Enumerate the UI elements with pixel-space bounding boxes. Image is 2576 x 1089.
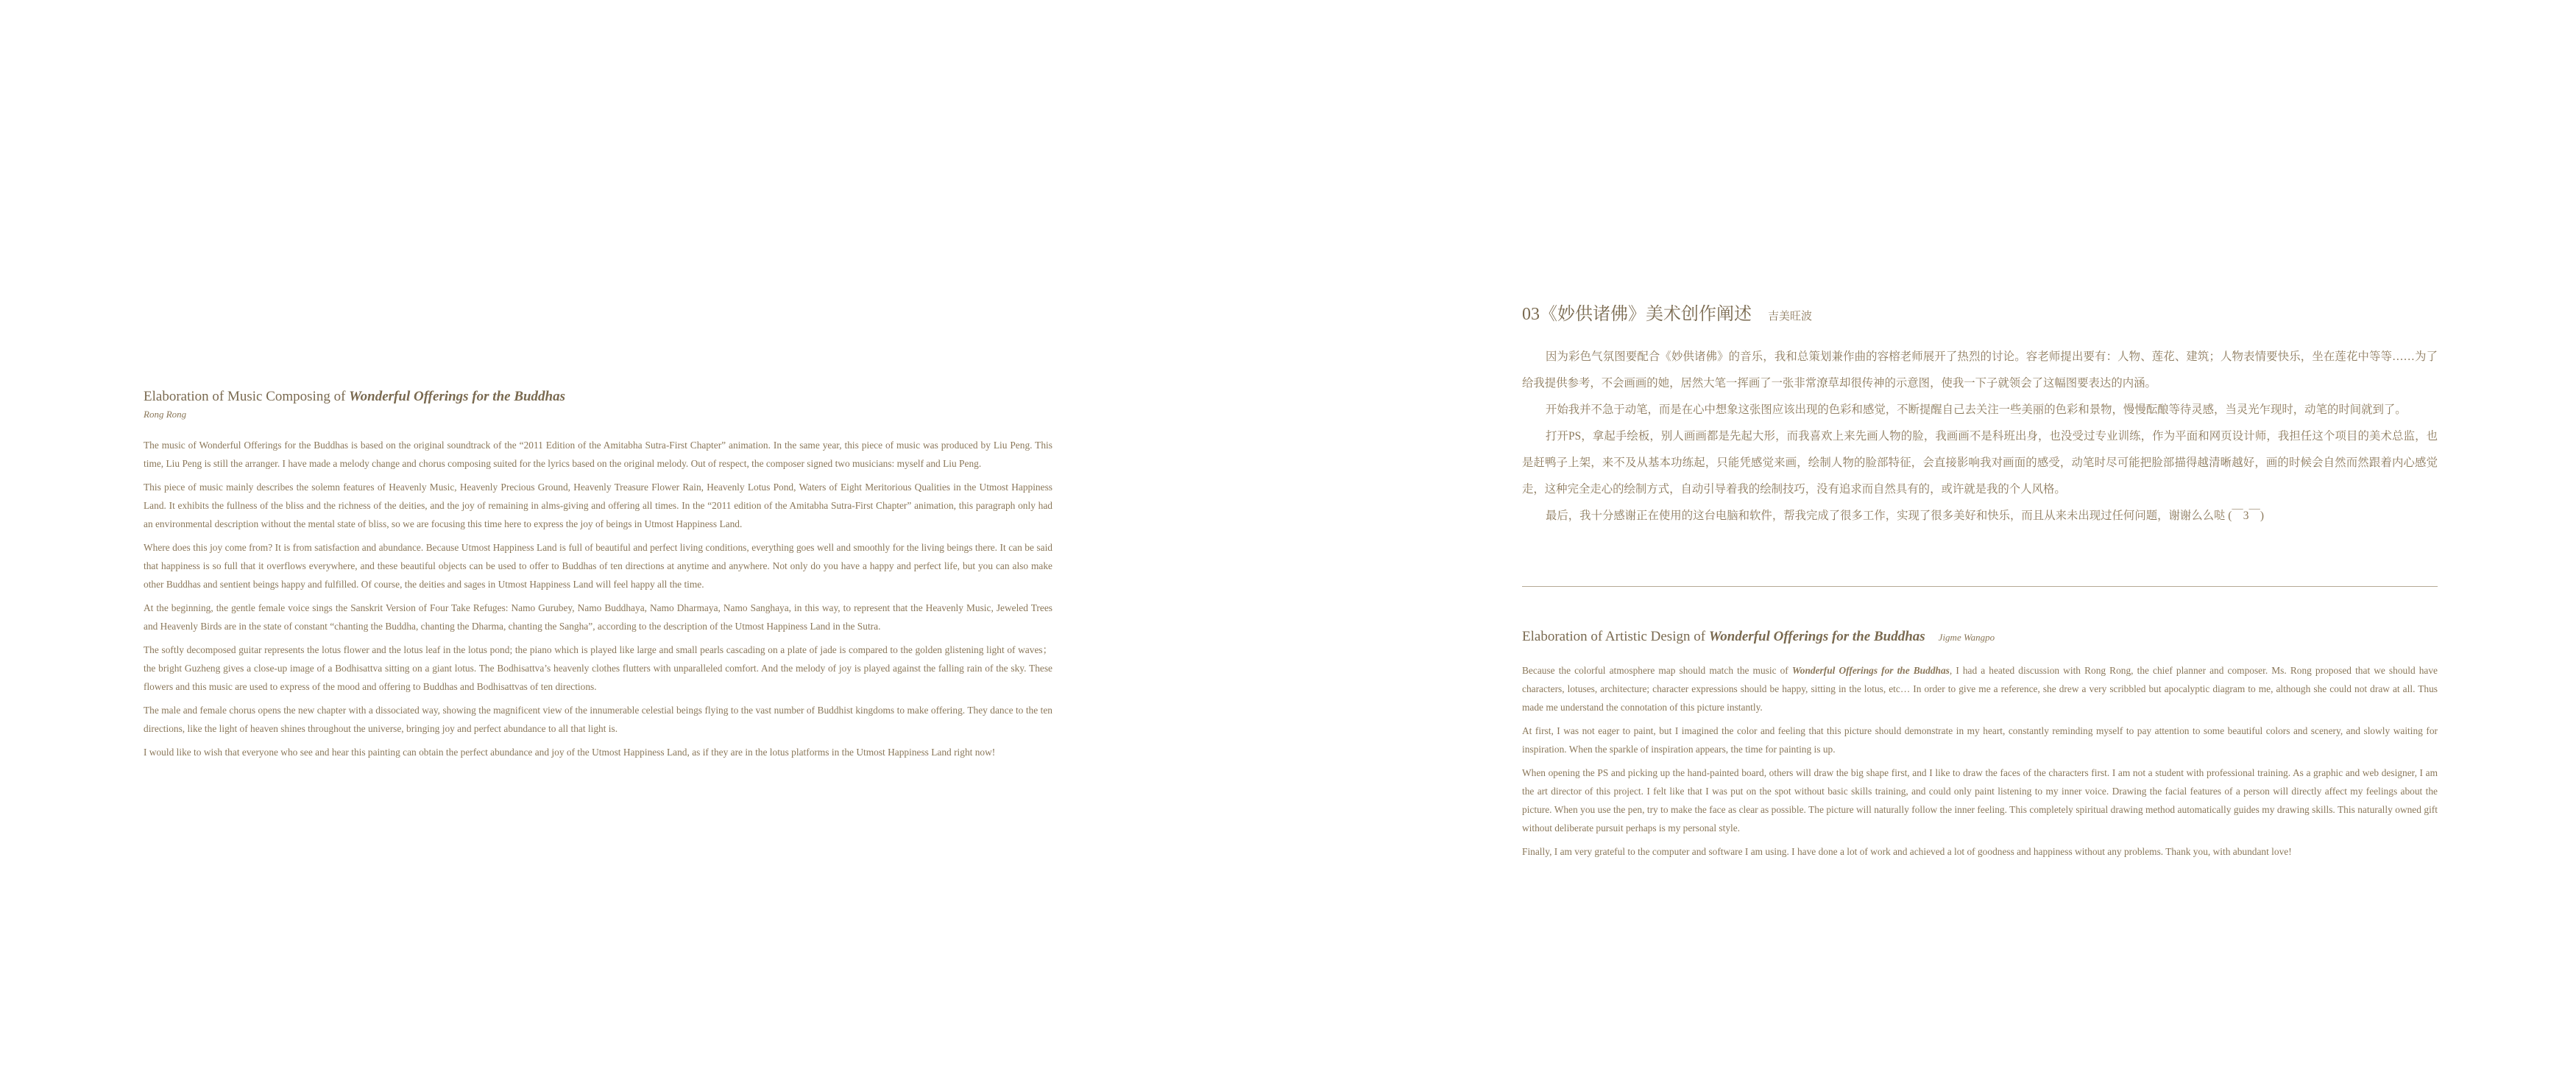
en-article-author: Jigme Wangpo (1938, 632, 1995, 643)
paragraph: At the beginning, the gentle female voice sings the Sanskrit Version of Four Take Refuges: Namo Gurubey, Namo Buddhaya, Namo Dharmaya, Namo Sanghaya, in this way, to represent that the Heavenly Music, Jeweled Trees and Heavenly Birds are in the state of constant “chanting the Buddha, chanting the Dharma, chanting the Sangha”, according to the description of the Utmost Happiness Land in the Sutra. (144, 602, 1052, 632)
paragraph: This piece of music mainly describes the solemn features of Heavenly Music, Heavenly Precious Ground, Heavenly Treasure Flower Rain, Heavenly Lotus Pond, Waters of Eight Meritorious Qualities in the Utmost Happiness Land. It exhibits the fullness of the bliss and the richness of the deities, and the joy of remaining in alms-giving and offering all times. In the “2011 edition of the Amitabha Sutra-First Chapter” animation, this paragraph only had an environmental description without the mental state of bliss, so we are focusing this time here to express the joy of beings in Utmost Happiness Land. (144, 482, 1052, 529)
right-page (1288, 0, 2576, 1089)
paragraph: I would like to wish that everyone who see and hear this painting can obtain the perfect abundance and joy of the Utmost Happiness Land, as if they are in the lotus platforms in the Utmost Happiness Land right now! (144, 747, 996, 758)
paragraph: At first, I was not eager to paint, but I imagined the color and feeling that this picture should demonstrate in my heart, constantly reminding myself to pay attention to some beautiful colors and scenery, and slowly waiting for inspiration. When the sparkle of inspiration appears, the time for painting is up. (1522, 725, 2438, 755)
paragraph: The softly decomposed guitar represents the lotus flower and the lotus leaf in the lotus pond; the piano which is played like large and small pearls cascading on a plate of jade is compared to the golden glistening light of waves； the bright Guzheng gives a close-up image of a Bodhisattva sitting on a giant lotus. The Bodhisattva’s heavenly clothes flutters with unparalleled comfort. And the melody of joy is played against the falling rain of the sky. These flowers and this music are used to express of the mood and offering to Buddhas and Bodhisattvas of ten directions. (144, 644, 1052, 692)
paragraph: Where does this joy come from? It is from satisfaction and abundance. Because Utmost Happiness Land is full of beautiful and perfect living conditions, everything goes well and smoothly for the living beings there. It can be said that happiness is so full that it overflows everywhere, and these beautiful objects can be used to offer to Buddhas of ten directions at anytime and anywhere. Not only do you have a happy and perfect life, but you can also make other Buddhas and sentient beings happy and fulfilled. Of course, the deities and sages in Utmost Happiness Land will feel happy all the time. (144, 542, 1052, 590)
cn-article-author: 吉美旺波 (1768, 311, 1813, 323)
article-author: Rong Rong (144, 409, 187, 420)
cn-title-text: 03《妙供诸佛》美术创作阐述 (1522, 305, 1752, 324)
art-design-article-en (1522, 628, 2438, 866)
work-title-inline: Wonderful Offerings for the Buddhas (1791, 665, 1950, 676)
cn-paragraph: 因为彩色气氛图要配合《妙供诸佛》的音乐，我和总策划兼作曲的容榕老师展开了热烈的讨论。容老师提出要有：人物、莲花、建筑；人物表情要快乐，坐在莲花中等等……为了给我提供参考，不会画画的她，居然大笔一挥画了一张非常潦草却很传神的示意图，使我一下子就领会了这幅图要表达的内涵。 (1522, 350, 2438, 390)
paragraph: The male and female chorus opens the new chapter with a dissociated way, showing the magnificent view of the innumerable celestial beings flying to the vast number of Buddhist kingdoms to make offering. They dance to the ten directions, like the light of heaven shines throughout the universe, bringing joy and perfect abundance to all that light is. (144, 705, 1052, 734)
paragraph-text: Because the colorful atmosphere map should match the music of (1522, 665, 1792, 676)
cn-paragraph: 开始我并不急于动笔，而是在心中想象这张图应该出现的色彩和感觉，不断提醒自己去关注一些美丽的色彩和景物，慢慢酝酿等待灵感，当灵光乍现时，动笔的时间就到了。 (1546, 403, 2407, 416)
paragraph: The music of Wonderful Offerings for the Buddhas is based on the original soundtrack of the “2011 Edition of the Amitabha Sutra-First Chapter” animation. In the same year, this piece of music was produced by Liu Peng. This time, Liu Peng is still the arranger. I have made a melody change and chorus composing suited for the lyrics based on the original melody. Out of respect, the composer signed two musicians: myself and Liu Peng. (144, 440, 1052, 469)
paragraph: When opening the PS and picking up the hand-painted board, others will draw the big shape first, and I like to draw the faces of the characters first. I am not a student with professional training. As a graphic and web designer, I am the art director of this project. I felt like that I was put on the spot without basic skills training, and could only paint listening to my inner voice. Drawing the facial features of a person will directly affect my feelings about the picture. When you use the pen, try to make the face as clear as possible. The picture will naturally follow the inner feeling. This completely spiritual drawing method automatically guides my drawing skills. This naturally owned gift without deliberate pursuit perhaps is my personal style. (1522, 767, 2438, 834)
paragraph-text: , I had a heated discussion with Rong Rong, the chief planner and composer. Ms. Rong proposed that we should have characters, lotuses, architecture; character expressions should be happy, sitting in the lotus, etc… In order to give me a reference, she drew a very scribbled but apocalyptic diagram to me, although she could not draw at all. Thus made me understand the connotation of this picture instantly. (1522, 665, 2438, 713)
paragraph (1522, 661, 2438, 716)
article-title-prefix: Elaboration of Music Composing of (144, 389, 350, 404)
cn-article-title (1522, 302, 2438, 329)
section-divider (1522, 586, 2438, 587)
en-title-prefix: Elaboration of Artistic Design of (1522, 629, 1709, 644)
cn-paragraph: 最后，我十分感谢正在使用的这台电脑和软件，帮我完成了很多工作，实现了很多美好和快乐，而且从来未出现过任何问题，谢谢么么哒 (￣3￣) (1546, 510, 2265, 522)
art-design-article-cn (1522, 302, 2438, 529)
cn-paragraph: 打开PS，拿起手绘板，别人画画都是先起大形，而我喜欢上来先画人物的脸，我画画不是科班出身，也没受过专业训练，作为平面和网页设计师，我担任这个项目的美术总监，也是赶鸭子上架，来不及从基本功练起，只能凭感觉来画，绘制人物的脸部特征，会直接影响我对画面的感受，动笔时尽可能把脸部描得越清晰越好，画的时候会自然而然跟着内心感觉走，这种完全走心的绘制方式，自动引导着我的绘制技巧，没有追求而自然具有的，或许就是我的个人风格。 (1522, 430, 2438, 496)
en-article-body (1522, 661, 2438, 861)
music-composing-article (144, 388, 1052, 766)
paragraph: Finally, I am very grateful to the computer and software I am using. I have done a lot of work and achieved a lot of goodness and happiness without any problems. Thank you, with abundant love! (1522, 846, 2292, 857)
article-title (144, 388, 1052, 406)
en-article-title (1522, 628, 2438, 646)
en-title-work: Wonderful Offerings for the Buddhas (1708, 629, 1925, 644)
cn-article-body (1522, 344, 2438, 529)
article-title-work: Wonderful Offerings for the Buddhas (349, 389, 566, 404)
